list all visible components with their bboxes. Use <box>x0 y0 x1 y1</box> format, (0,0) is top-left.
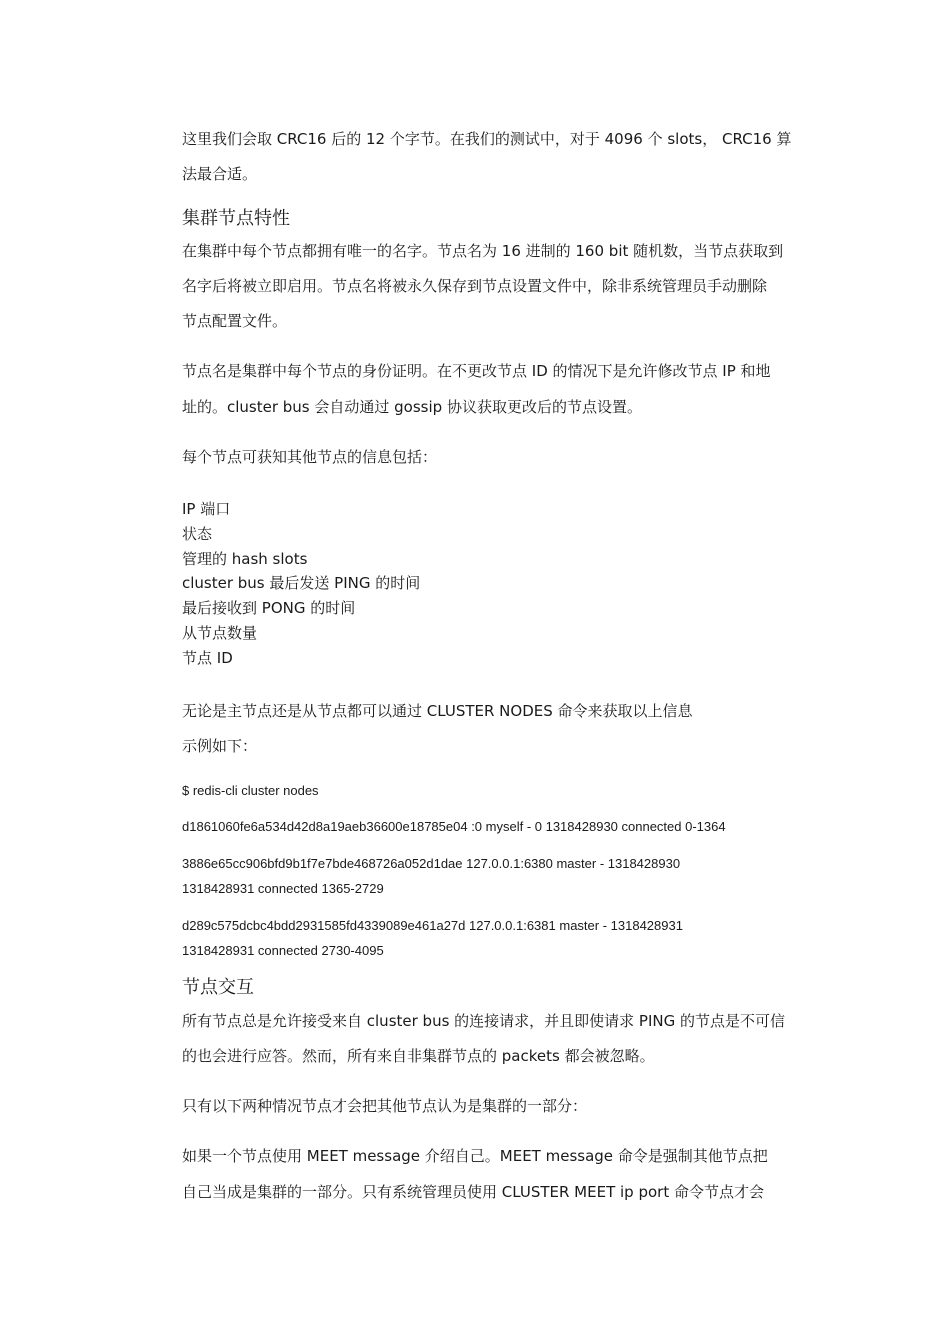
code-line: 1318428931 connected 2730-4095 <box>182 943 384 958</box>
intro-line-2: 法最合适。 <box>182 165 258 183</box>
info-intro: 每个节点可获知其他节点的信息包括： <box>182 448 438 466</box>
section-heading-node-properties: 集群节点特性 <box>182 208 290 229</box>
code-line: 1318428931 connected 1365-2729 <box>182 881 384 896</box>
list-item: cluster bus 最后发送 PING 的时间 <box>182 574 421 592</box>
example-label: 示例如下： <box>182 737 258 755</box>
section-heading-node-interaction: 节点交互 <box>182 977 254 998</box>
list-item: 最后接收到 PONG 的时间 <box>182 599 356 617</box>
list-item: 管理的 hash slots <box>182 550 308 568</box>
meet-paragraph-line-1: 如果一个节点使用 MEET message 介绍自己。MEET message 命令是强制其他节点把 <box>182 1147 768 1165</box>
node-name-paragraph-line-2: 名字后将被立即启用。节点名将被永久保存到节点设置文件中，除非系统管理员手动删除 <box>182 277 768 295</box>
interaction-paragraph-line-2: 的也会进行应答。然而，所有来自非集群节点的 packets 都会被忽略。 <box>182 1047 655 1065</box>
membership-intro: 只有以下两种情况节点才会把其他节点认为是集群的一部分： <box>182 1097 588 1115</box>
node-id-paragraph-line-2: 址的。cluster bus 会自动通过 gossip 协议获取更改后的节点设置。 <box>182 398 642 416</box>
node-id-paragraph-line-1: 节点名是集群中每个节点的身份证明。在不更改节点 ID 的情况下是允许修改节点 IP 和地 <box>182 362 771 380</box>
code-line: $ redis-cli cluster nodes <box>182 783 319 798</box>
cluster-nodes-text: 无论是主节点还是从节点都可以通过 CLUSTER NODES 命令来获取以上信息 <box>182 702 693 720</box>
interaction-paragraph-line-1: 所有节点总是允许接受来自 cluster bus 的连接请求，并且即使请求 PING 的节点是不可信 <box>182 1012 786 1030</box>
list-item: 状态 <box>182 525 213 543</box>
list-item: 节点 ID <box>182 649 233 667</box>
code-line: 3886e65cc906bfd9b1f7e7bde468726a052d1dae 127.0.0.1:6380 master - 1318428930 <box>182 856 681 871</box>
node-name-paragraph-line-1: 在集群中每个节点都拥有唯一的名字。节点名为 16 进制的 160 bit 随机数，当节点获取到 <box>182 242 784 260</box>
list-item: 从节点数量 <box>182 624 258 642</box>
code-line: d1861060fe6a534d42d8a19aeb36600e18785e04 :0 myself - 0 1318428930 connected 0-1364 <box>182 819 726 834</box>
meet-paragraph-line-2: 自己当成是集群的一部分。只有系统管理员使用 CLUSTER MEET ip port 命令节点才会 <box>182 1183 764 1201</box>
list-item: IP 端口 <box>182 500 231 518</box>
code-line: d289c575dcbc4bdd2931585fd4339089e461a27d 127.0.0.1:6381 master - 1318428931 <box>182 918 683 933</box>
intro-line-1: 这里我们会取 CRC16 后的 12 个字节。在我们的测试中，对于 4096 个 slots， CRC16 算 <box>182 130 792 148</box>
node-name-paragraph-line-3: 节点配置文件。 <box>182 312 288 330</box>
